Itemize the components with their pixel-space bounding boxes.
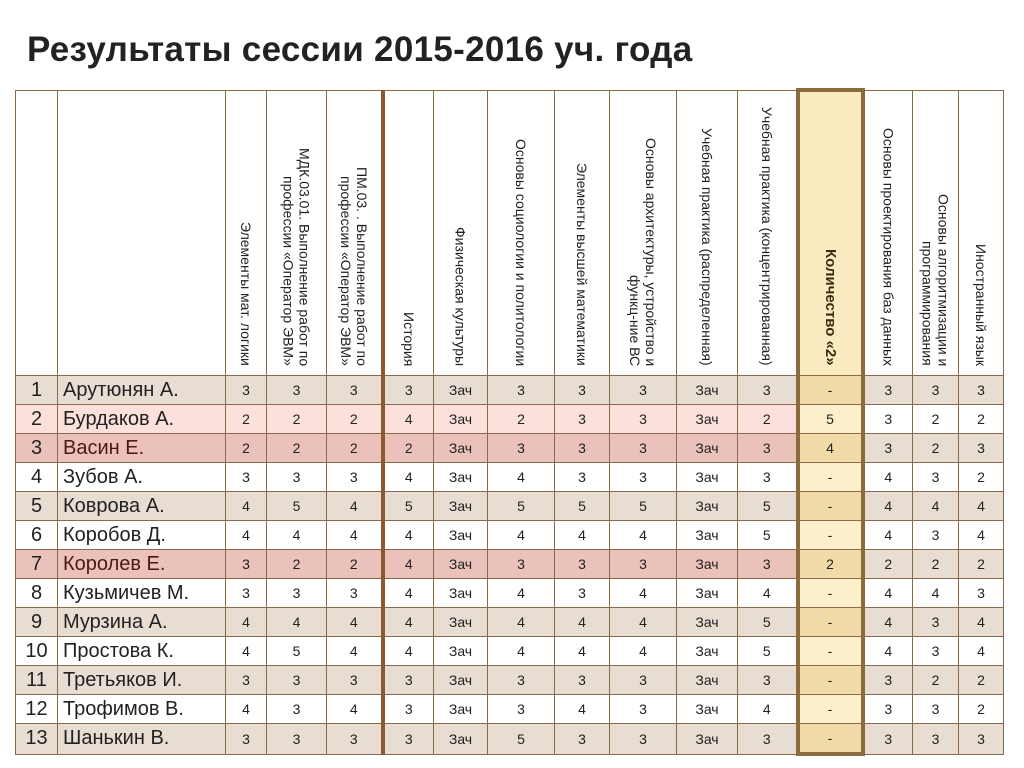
grade-cell: 3 xyxy=(738,550,798,579)
grade-cell: 3 xyxy=(863,376,913,405)
grade-cell: 3 xyxy=(738,434,798,463)
column-header-label: Основы социологии и политологии xyxy=(513,138,529,366)
grade-cell: 4 xyxy=(610,637,677,666)
column-header-label: МДК.03.01. Выполнение работ по профессии «Оператор ЭВМ» xyxy=(280,147,313,366)
fail-count-cell: - xyxy=(798,376,863,405)
column-header-label: Физическая культуры xyxy=(452,226,469,366)
grade-cell: 3 xyxy=(327,579,383,608)
grade-cell: Зач xyxy=(677,666,738,695)
grade-cell: 3 xyxy=(327,724,383,755)
grade-cell: 5 xyxy=(267,492,327,521)
grade-cell: 3 xyxy=(863,666,913,695)
grade-cell: 5 xyxy=(738,492,798,521)
student-name: Кузьмичев М. xyxy=(58,579,226,608)
grade-cell: 3 xyxy=(610,463,677,492)
grade-cell: 4 xyxy=(610,521,677,550)
grade-cell: 3 xyxy=(383,666,434,695)
grade-cell: 3 xyxy=(863,695,913,724)
column-header-label: Количество «2» xyxy=(822,249,839,366)
page-title: Результаты сессии 2015-2016 уч. года xyxy=(27,30,693,69)
grade-cell: Зач xyxy=(434,550,488,579)
grade-cell: 2 xyxy=(959,550,1004,579)
student-name: Королев Е. xyxy=(58,550,226,579)
column-header-label: Основы алгоритмизации и программирования xyxy=(919,193,952,366)
grade-cell: 4 xyxy=(383,608,434,637)
grade-cell: 3 xyxy=(226,463,267,492)
grade-cell: 4 xyxy=(383,521,434,550)
grade-cell: 4 xyxy=(383,637,434,666)
grade-cell: 4 xyxy=(863,463,913,492)
column-header xyxy=(677,90,738,376)
column-header-label: ПМ.03. . Выполнение работ по профессии «Оператор ЭВМ» xyxy=(337,167,370,366)
grade-cell: 2 xyxy=(738,405,798,434)
grade-cell: 4 xyxy=(610,579,677,608)
grade-cell: 5 xyxy=(488,724,555,755)
grade-cell: 2 xyxy=(327,434,383,463)
grade-cell: 4 xyxy=(610,608,677,637)
grade-cell: 5 xyxy=(738,608,798,637)
student-name: Васин Е. xyxy=(58,434,226,463)
grade-cell: 5 xyxy=(610,492,677,521)
grade-cell: 4 xyxy=(226,608,267,637)
grade-cell: 3 xyxy=(610,695,677,724)
grade-cell: 4 xyxy=(327,637,383,666)
grade-cell: 5 xyxy=(738,521,798,550)
column-header-label: Основы архитектуры, устройство и функц-ние ВС xyxy=(627,137,659,366)
grade-cell: 2 xyxy=(488,405,555,434)
grade-cell: 4 xyxy=(863,637,913,666)
grade-cell: 4 xyxy=(226,521,267,550)
column-header-label: Основы проектирования баз данных xyxy=(880,127,897,366)
grade-cell: 4 xyxy=(488,637,555,666)
row-number: 6 xyxy=(16,521,58,550)
grade-cell: 3 xyxy=(913,521,959,550)
grade-cell: Зач xyxy=(677,463,738,492)
grade-cell: 3 xyxy=(488,376,555,405)
row-number: 11 xyxy=(16,666,58,695)
column-header xyxy=(913,90,959,376)
grade-cell: Зач xyxy=(434,608,488,637)
grade-cell: 2 xyxy=(267,405,327,434)
student-name: Зубов А. xyxy=(58,463,226,492)
grade-cell: 4 xyxy=(327,521,383,550)
grade-cell: 5 xyxy=(555,492,610,521)
student-name: Простова К. xyxy=(58,637,226,666)
fail-count-cell: - xyxy=(798,637,863,666)
grade-cell: 3 xyxy=(226,724,267,755)
grade-cell: 2 xyxy=(327,405,383,434)
grade-cell: 3 xyxy=(488,666,555,695)
grade-cell: 4 xyxy=(863,521,913,550)
grade-cell: 3 xyxy=(913,724,959,755)
grade-cell: 4 xyxy=(555,637,610,666)
student-name: Шанькин В. xyxy=(58,724,226,755)
row-number: 7 xyxy=(16,550,58,579)
grade-cell: Зач xyxy=(434,434,488,463)
grade-cell: 3 xyxy=(555,434,610,463)
table-row xyxy=(16,608,1004,637)
fail-count-cell: - xyxy=(798,695,863,724)
grade-cell: 3 xyxy=(488,550,555,579)
grade-cell: Зач xyxy=(434,666,488,695)
header-row xyxy=(16,90,1004,376)
row-number: 5 xyxy=(16,492,58,521)
student-name: Трофимов В. xyxy=(58,695,226,724)
grade-cell: 3 xyxy=(738,463,798,492)
grade-cell: 3 xyxy=(226,376,267,405)
grade-cell: 3 xyxy=(267,695,327,724)
grade-cell: Зач xyxy=(677,376,738,405)
row-number: 1 xyxy=(16,376,58,405)
session-results-table xyxy=(15,88,1004,756)
student-name: Коробов Д. xyxy=(58,521,226,550)
row-number: 12 xyxy=(16,695,58,724)
grade-cell: Зач xyxy=(434,579,488,608)
column-header xyxy=(267,90,327,376)
grade-cell: 3 xyxy=(555,405,610,434)
grade-cell: 3 xyxy=(959,376,1004,405)
grade-cell: 4 xyxy=(913,579,959,608)
table-row xyxy=(16,434,1004,463)
fail-count-cell: - xyxy=(798,666,863,695)
row-number: 4 xyxy=(16,463,58,492)
grade-cell: 4 xyxy=(913,492,959,521)
grade-cell: 5 xyxy=(488,492,555,521)
grade-cell: 3 xyxy=(327,666,383,695)
grade-cell: 4 xyxy=(959,637,1004,666)
grade-cell: 4 xyxy=(226,695,267,724)
grade-cell: 3 xyxy=(267,376,327,405)
row-number: 8 xyxy=(16,579,58,608)
grade-cell: Зач xyxy=(677,579,738,608)
grade-cell: Зач xyxy=(677,724,738,755)
column-header-label: Учебная практика (концентрированная) xyxy=(758,107,775,366)
header-number xyxy=(16,90,58,376)
grade-cell: 4 xyxy=(959,608,1004,637)
grade-cell: 3 xyxy=(555,666,610,695)
grade-cell: 3 xyxy=(555,463,610,492)
grade-cell: 3 xyxy=(267,666,327,695)
grade-cell: 3 xyxy=(555,579,610,608)
grade-cell: 4 xyxy=(738,579,798,608)
grade-cell: 2 xyxy=(959,666,1004,695)
grade-cell: 2 xyxy=(267,550,327,579)
grade-cell: Зач xyxy=(677,521,738,550)
grade-cell: 3 xyxy=(555,550,610,579)
grade-cell: 2 xyxy=(383,434,434,463)
table-row xyxy=(16,579,1004,608)
grade-cell: 3 xyxy=(913,376,959,405)
grade-cell: 5 xyxy=(383,492,434,521)
grade-cell: 3 xyxy=(913,608,959,637)
student-name: Бурдаков А. xyxy=(58,405,226,434)
grade-cell: 4 xyxy=(488,579,555,608)
grade-cell: Зач xyxy=(677,695,738,724)
fail-count-cell: - xyxy=(798,608,863,637)
grade-cell: 4 xyxy=(555,521,610,550)
fail-count-cell: - xyxy=(798,579,863,608)
column-header xyxy=(555,90,610,376)
grade-cell: Зач xyxy=(677,608,738,637)
grade-cell: 4 xyxy=(959,492,1004,521)
grade-cell: Зач xyxy=(677,405,738,434)
student-name: Арутюнян А. xyxy=(58,376,226,405)
grade-cell: Зач xyxy=(434,405,488,434)
grade-cell: 3 xyxy=(738,724,798,755)
grade-cell: 4 xyxy=(383,579,434,608)
grade-cell: 3 xyxy=(610,724,677,755)
row-number: 13 xyxy=(16,724,58,755)
fail-count-cell: - xyxy=(798,521,863,550)
grade-cell: 3 xyxy=(267,724,327,755)
row-number: 2 xyxy=(16,405,58,434)
grade-cell: 4 xyxy=(267,608,327,637)
fail-count-cell: 4 xyxy=(798,434,863,463)
grade-cell: 4 xyxy=(863,492,913,521)
table-row xyxy=(16,666,1004,695)
table-row xyxy=(16,695,1004,724)
grade-cell: 2 xyxy=(913,550,959,579)
grade-cell: 3 xyxy=(863,434,913,463)
column-header xyxy=(738,90,798,376)
grade-cell: 3 xyxy=(610,405,677,434)
grade-cell: 3 xyxy=(610,550,677,579)
fail-count-cell: - xyxy=(798,492,863,521)
row-number: 3 xyxy=(16,434,58,463)
grade-cell: 3 xyxy=(555,724,610,755)
grade-cell: 3 xyxy=(555,376,610,405)
grade-cell: 3 xyxy=(959,434,1004,463)
grade-cell: 3 xyxy=(327,463,383,492)
grade-cell: 3 xyxy=(327,376,383,405)
grade-cell: 4 xyxy=(555,608,610,637)
grade-cell: 4 xyxy=(226,492,267,521)
student-name: Третьяков И. xyxy=(58,666,226,695)
grade-cell: 4 xyxy=(383,550,434,579)
table-row xyxy=(16,724,1004,755)
row-number: 10 xyxy=(16,637,58,666)
header-name xyxy=(58,90,226,376)
grade-cell: 3 xyxy=(267,463,327,492)
grade-cell: 3 xyxy=(383,695,434,724)
column-header xyxy=(959,90,1004,376)
grade-cell: 3 xyxy=(267,579,327,608)
grade-cell: Зач xyxy=(434,724,488,755)
grade-cell: 3 xyxy=(488,434,555,463)
row-number: 9 xyxy=(16,608,58,637)
grade-cell: 2 xyxy=(913,666,959,695)
student-name: Коврова А. xyxy=(58,492,226,521)
grade-cell: 4 xyxy=(488,608,555,637)
grade-cell: Зач xyxy=(434,521,488,550)
grade-cell: 3 xyxy=(913,463,959,492)
grade-cell: 5 xyxy=(738,637,798,666)
table-row xyxy=(16,463,1004,492)
grade-cell: 3 xyxy=(610,666,677,695)
grade-cell: 2 xyxy=(913,405,959,434)
grade-cell: 4 xyxy=(327,492,383,521)
grade-cell: 3 xyxy=(226,666,267,695)
table-row xyxy=(16,521,1004,550)
grade-cell: Зач xyxy=(434,463,488,492)
grade-cell: 3 xyxy=(738,376,798,405)
grade-cell: 2 xyxy=(327,550,383,579)
column-header xyxy=(383,90,434,376)
grade-cell: 3 xyxy=(383,724,434,755)
grade-cell: 3 xyxy=(959,579,1004,608)
grade-cell: 4 xyxy=(267,521,327,550)
grade-cell: 4 xyxy=(555,695,610,724)
grade-cell: 2 xyxy=(913,434,959,463)
column-header xyxy=(327,90,383,376)
grade-cell: 3 xyxy=(863,724,913,755)
grade-cell: 4 xyxy=(327,608,383,637)
student-name: Мурзина А. xyxy=(58,608,226,637)
grade-cell: 3 xyxy=(488,695,555,724)
fail-count-cell: - xyxy=(798,724,863,755)
column-header xyxy=(610,90,677,376)
grade-cell: Зач xyxy=(677,637,738,666)
column-header xyxy=(226,90,267,376)
grade-cell: 3 xyxy=(383,376,434,405)
grade-cell: Зач xyxy=(434,492,488,521)
grade-cell: 2 xyxy=(267,434,327,463)
grade-cell: 4 xyxy=(488,521,555,550)
grade-cell: 4 xyxy=(327,695,383,724)
grade-cell: 3 xyxy=(610,376,677,405)
grade-cell: 3 xyxy=(226,550,267,579)
grade-cell: 2 xyxy=(226,405,267,434)
column-header xyxy=(488,90,555,376)
grade-cell: Зач xyxy=(677,550,738,579)
column-header-label: Учебная практика (распределенная) xyxy=(699,128,715,366)
grade-cell: 3 xyxy=(913,637,959,666)
grade-cell: Зач xyxy=(677,434,738,463)
column-header xyxy=(434,90,488,376)
grade-cell: 3 xyxy=(959,724,1004,755)
grade-cell: 3 xyxy=(913,695,959,724)
grade-cell: 4 xyxy=(383,463,434,492)
grade-cell: 3 xyxy=(863,405,913,434)
grade-cell: Зач xyxy=(434,637,488,666)
grade-cell: 5 xyxy=(267,637,327,666)
grade-cell: 3 xyxy=(610,434,677,463)
column-header-label: Элементы высшей математики xyxy=(574,163,590,366)
grade-cell: 3 xyxy=(226,579,267,608)
fail-count-cell: - xyxy=(798,463,863,492)
grade-cell: 3 xyxy=(738,666,798,695)
grade-cell: 2 xyxy=(959,695,1004,724)
grade-cell: Зач xyxy=(677,492,738,521)
column-header-label: История xyxy=(400,311,417,366)
grade-cell: 2 xyxy=(863,550,913,579)
table-row xyxy=(16,405,1004,434)
column-header xyxy=(798,90,863,376)
grade-cell: 4 xyxy=(383,405,434,434)
grade-cell: 2 xyxy=(226,434,267,463)
grade-cell: Зач xyxy=(434,376,488,405)
fail-count-cell: 5 xyxy=(798,405,863,434)
table-row xyxy=(16,376,1004,405)
fail-count-cell: 2 xyxy=(798,550,863,579)
grade-cell: 4 xyxy=(863,608,913,637)
column-header-label: Иностранный язык xyxy=(973,244,989,366)
table-row xyxy=(16,637,1004,666)
column-header-label: Элементы мат. логики xyxy=(238,222,254,366)
grade-cell: 4 xyxy=(488,463,555,492)
grade-cell: 4 xyxy=(863,579,913,608)
table-row xyxy=(16,492,1004,521)
grade-cell: 4 xyxy=(738,695,798,724)
grade-cell: 2 xyxy=(959,405,1004,434)
column-header xyxy=(863,90,913,376)
table-row xyxy=(16,550,1004,579)
grade-cell: 4 xyxy=(226,637,267,666)
grade-cell: 4 xyxy=(959,521,1004,550)
grade-cell: Зач xyxy=(434,695,488,724)
grade-cell: 2 xyxy=(959,463,1004,492)
